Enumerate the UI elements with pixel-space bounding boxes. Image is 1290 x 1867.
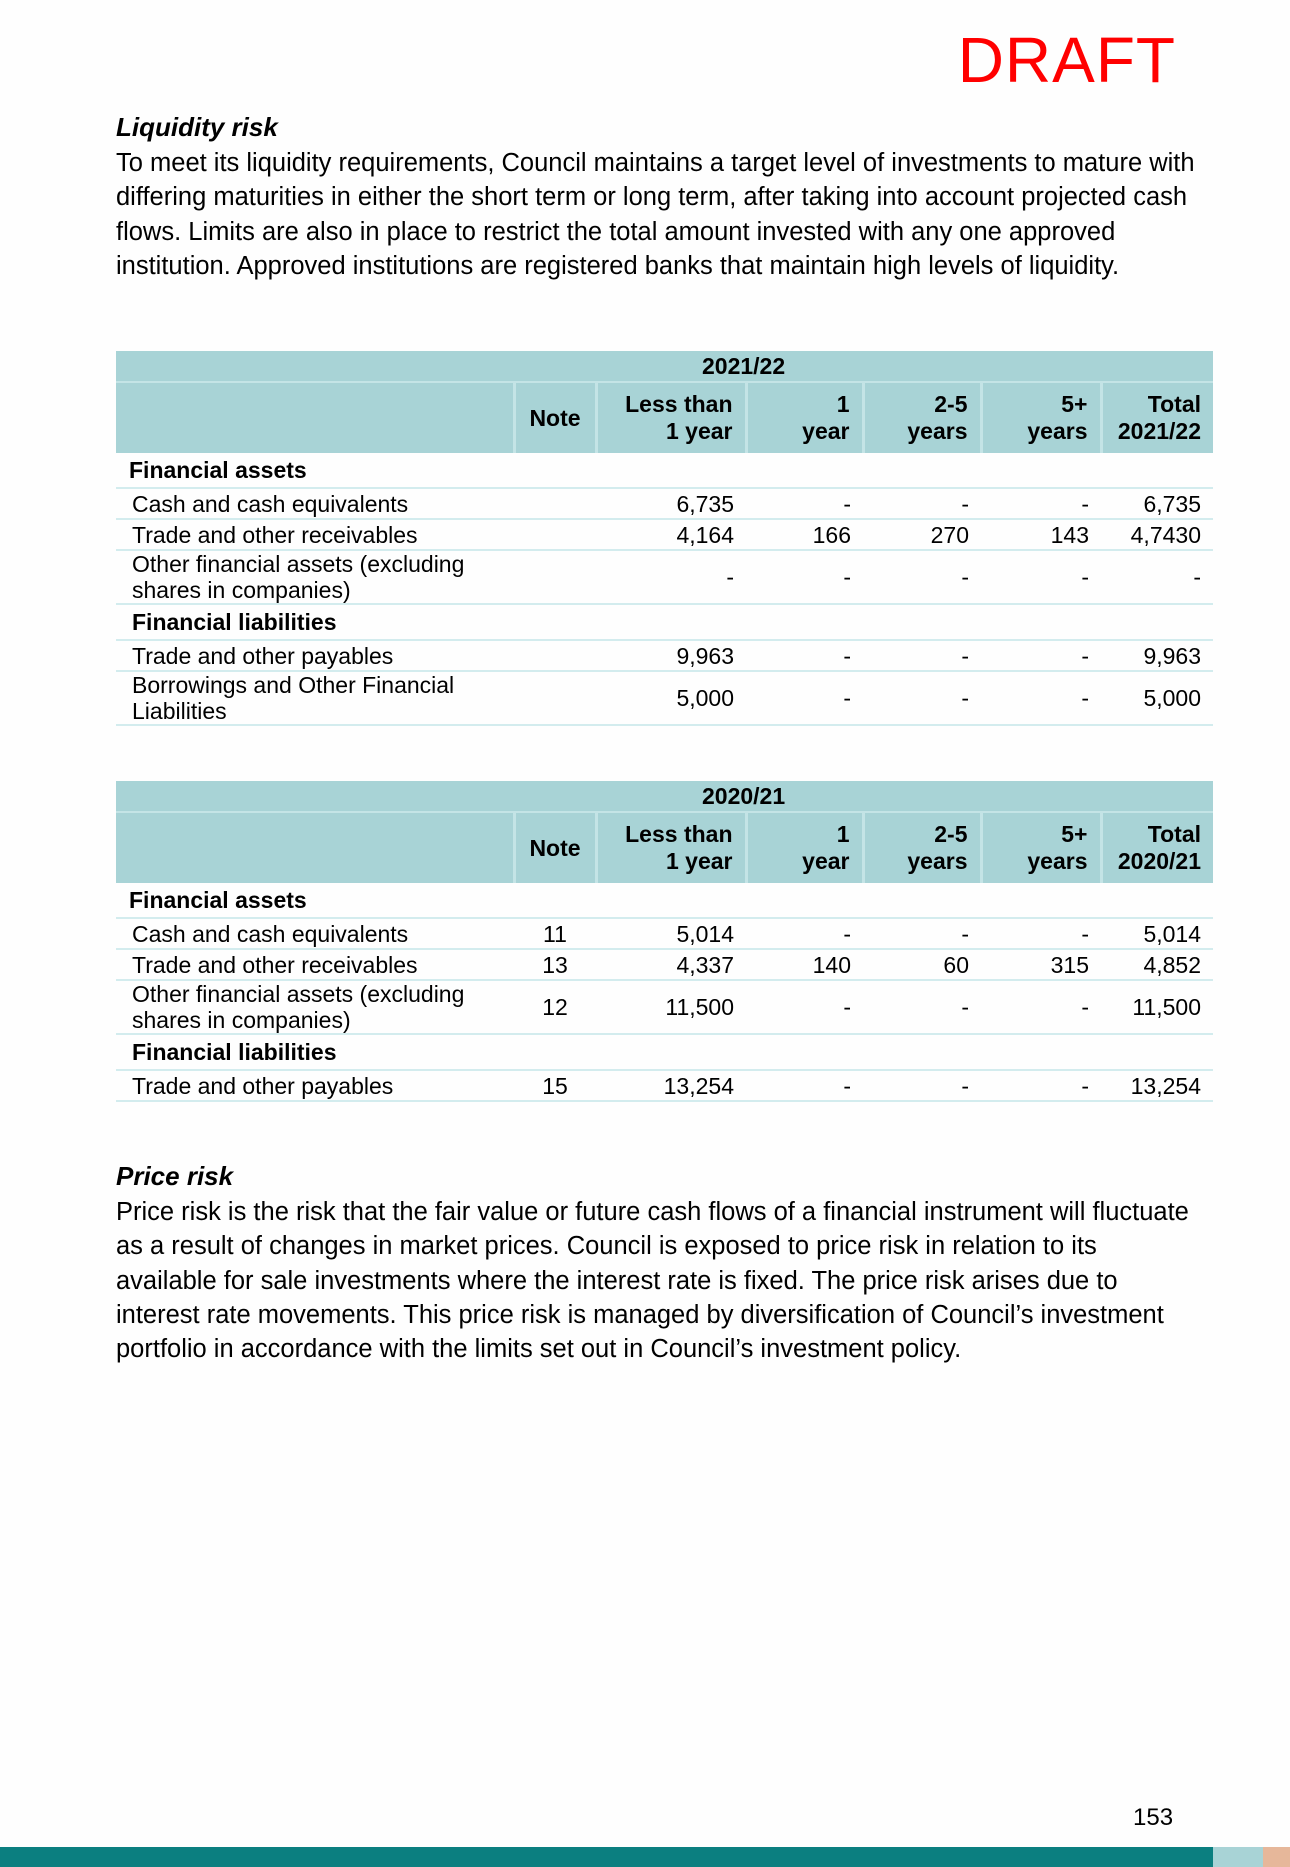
price-risk-paragraph: Price risk is the risk that the fair value or future cash flows of a financial instrument will fluctuate as a result of changes in market prices. Council is exposed to price risk in relation to its available for sale investments where the interest rate is fixed. The price risk arises due to interest rate movements. This price risk is managed by diversification of Council’s investment portfolio in accordance with the limits set out in Council’s investment policy. — [116, 1198, 1189, 1364]
5-plus-years-header: 5+ years — [981, 382, 1101, 453]
1-year-header: 1 year — [746, 382, 863, 453]
1-year-header: 1 year — [746, 812, 863, 883]
table-row: Other financial assets (excluding shares in companies) - - - - - — [116, 550, 1213, 604]
less-than-1-year-header: Less than 1 year — [596, 812, 746, 883]
footer-bar-accent-end — [1263, 1847, 1290, 1867]
section-row-financial-assets: Financial assets — [116, 453, 1213, 488]
section-row-financial-liabilities: Financial liabilities — [116, 604, 1213, 640]
table-column-header-row — [116, 382, 1213, 453]
section-row-financial-liabilities: Financial liabilities — [116, 1034, 1213, 1070]
table-row: Cash and cash equivalents 6,735 - - - 6,735 — [116, 488, 1213, 519]
page-number: 153 — [1133, 1804, 1174, 1831]
table-row: Trade and other receivables 13 4,337 140 60 315 4,852 — [116, 949, 1213, 980]
price-risk-heading: Price risk — [116, 1161, 234, 1191]
less-than-1-year-header: Less than 1 year — [596, 382, 746, 453]
table-year-row — [116, 351, 1213, 382]
draft-watermark: DRAFT — [957, 24, 1176, 96]
2-5-years-header: 2-5 years — [863, 382, 981, 453]
table-year-header: 2021/22 — [596, 351, 1213, 382]
section-row-financial-assets: Financial assets — [116, 883, 1213, 918]
table-row: Other financial assets (excluding shares in companies) 12 11,500 - - - 11,500 — [116, 980, 1213, 1034]
5-plus-years-header: 5+ years — [981, 812, 1101, 883]
total-header: Total 2020/21 — [1101, 812, 1213, 883]
table-year-row — [116, 781, 1213, 812]
table-year-header: 2020/21 — [596, 781, 1213, 812]
2-5-years-header: 2-5 years — [863, 812, 981, 883]
table-row: Trade and other payables 9,963 - - - 9,963 — [116, 640, 1213, 671]
footer-bar — [0, 1847, 1213, 1867]
table-row: Trade and other receivables 4,164 166 270 143 4,7430 — [116, 519, 1213, 550]
maturity-table-2020-21 — [116, 781, 1213, 1102]
table-row: Cash and cash equivalents 11 5,014 - - - 5,014 — [116, 918, 1213, 949]
total-header: Total 2021/22 — [1101, 382, 1213, 453]
maturity-table-2021-22 — [116, 351, 1213, 726]
table-column-header-row — [116, 812, 1213, 883]
table-row: Trade and other payables 15 13,254 - - - 13,254 — [116, 1070, 1213, 1101]
table-row: Borrowings and Other Financial Liabilities 5,000 - - - 5,000 — [116, 671, 1213, 725]
liquidity-risk-paragraph: To meet its liquidity requirements, Council maintains a target level of investments to mature with differing maturities in either the short term or long term, after taking into account projected cash flows. Limits are also in place to restrict the total amount invested with any one approved institution. Approved institutions are registered banks that maintain high levels of liquidity. — [116, 149, 1195, 280]
liquidity-risk-heading: Liquidity risk — [116, 112, 278, 142]
note-column-header: Note — [514, 382, 596, 453]
footer-bar-accent — [1213, 1847, 1263, 1867]
note-column-header: Note — [514, 812, 596, 883]
